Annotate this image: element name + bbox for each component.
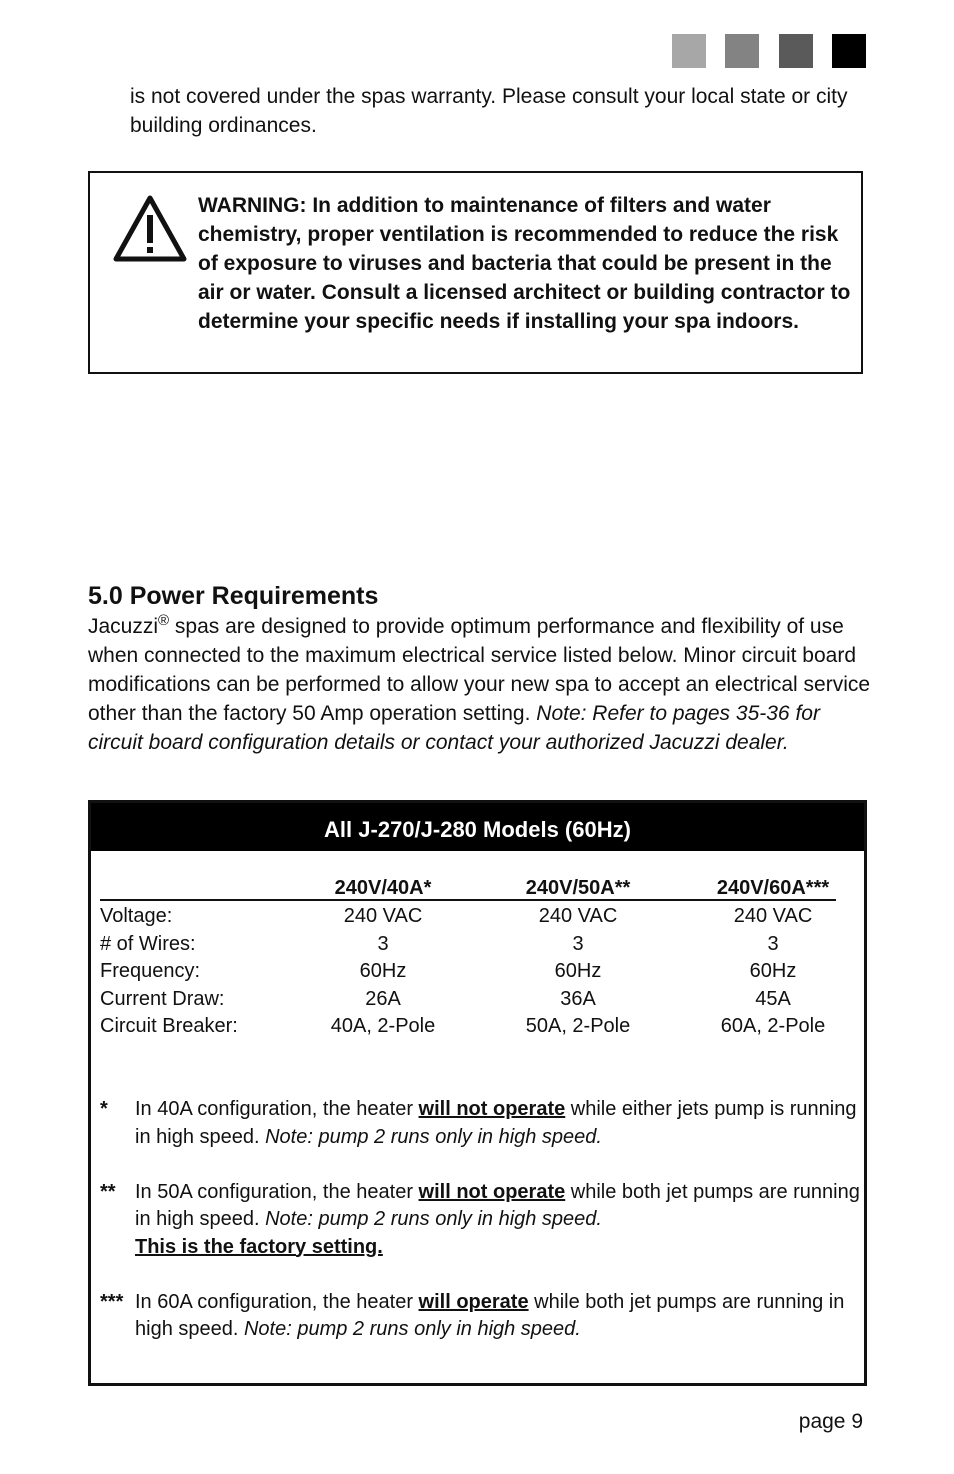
section-body-text: spas are designed to provide optimum performance and flexibility of use when connected to the maximum electrical service listed below. Minor circuit board modifications can be performed to allow your new spa to accept an electrical service other than the factory 50 Amp operation setting. <box>88 615 871 725</box>
power-table <box>88 800 867 1386</box>
footnote-mark: ** <box>100 1180 116 1203</box>
row-value: 240 VAC <box>733 905 813 927</box>
row-value: 240 VAC <box>343 905 423 927</box>
row-label: # of Wires: <box>100 932 196 955</box>
square-black <box>832 34 866 68</box>
row-value: 45A <box>755 987 791 1010</box>
row-value: 3 <box>767 932 779 955</box>
footnote-text: In 60A configuration, the heater <box>135 1290 419 1313</box>
row-label: Current Draw: <box>100 987 225 1010</box>
row-value: 3 <box>377 932 389 955</box>
row-value: 60Hz <box>554 960 602 982</box>
row-value: 3 <box>572 932 584 955</box>
row-label: Circuit Breaker: <box>100 1015 238 1037</box>
row-value: 36A <box>560 987 596 1010</box>
section-note: Note: Refer to pages 35-36 for circuit board configuration details or contact your authorized Jacuzzi dealer. <box>88 702 820 754</box>
footnote-note: Note: pump 2 runs only in high speed. <box>265 1125 602 1148</box>
intro-paragraph: is not covered under the spas warranty. Please consult your local state or city building ordinances. <box>130 85 848 137</box>
footnote-note: Note: pump 2 runs only in high speed. <box>243 1318 581 1340</box>
table-title: All J-270/J-280 Models (60Hz) <box>91 803 864 851</box>
warning-box <box>88 171 863 374</box>
footnote-60a <box>100 1289 860 1344</box>
table-row-circuit-breaker <box>91 1012 864 1040</box>
factory-setting-note: This is the factory setting. <box>135 1235 383 1258</box>
square-dark-gray <box>779 34 813 68</box>
registered-mark: ® <box>158 612 170 629</box>
row-value: 60Hz <box>359 960 407 982</box>
row-label: Voltage: <box>100 905 173 927</box>
footnote-mark: * <box>100 1098 108 1120</box>
row-value: 40A, 2-Pole <box>330 1015 436 1037</box>
footnote-emphasis: will operate <box>418 1290 529 1313</box>
table-row-frequency <box>91 957 864 985</box>
warning-text: WARNING: In addition to maintenance of filters and water chemistry, proper ventilation is recommended to reduce the risk of exposure to viruses and bacteria that could be present in the air or water. Consult a licensed architect or building contractor to determine your specific needs if installing your spa indoors. <box>198 194 851 333</box>
page-number: page 9 <box>798 1410 863 1433</box>
row-value: 60A, 2-Pole <box>720 1015 826 1037</box>
row-value: 240 VAC <box>538 905 618 927</box>
footnote-text: while both jet pumps are running in high speed. <box>135 1290 845 1340</box>
column-header-40a: 240V/40A* <box>334 877 432 899</box>
footnote-emphasis: will not operate <box>418 1098 566 1120</box>
brand-name: Jacuzzi <box>88 615 159 638</box>
column-header-50a: 240V/50A** <box>525 877 631 899</box>
footnote-50a <box>100 1179 860 1262</box>
row-value: 60Hz <box>749 960 797 982</box>
header-rule <box>100 899 836 901</box>
section-title: 5.0 Power Requirements <box>88 582 379 610</box>
table-row-wires <box>91 930 864 958</box>
footnote-text: while either jets pump is running in high speed. <box>135 1098 857 1148</box>
table-row-current-draw <box>91 985 864 1013</box>
column-header-60a: 240V/60A*** <box>716 877 830 899</box>
table-row-voltage <box>91 902 864 930</box>
square-light-gray <box>672 34 706 68</box>
footnote-text: while both jet pumps are running in high speed. <box>135 1180 860 1230</box>
warning-triangle-icon <box>112 193 188 265</box>
footnote-mark: *** <box>100 1290 124 1313</box>
row-value: 26A <box>365 987 401 1010</box>
row-label: Frequency: <box>100 960 201 982</box>
footnote-40a <box>100 1096 860 1151</box>
footnote-text: In 50A configuration, the heater <box>135 1180 419 1203</box>
row-value: 50A, 2-Pole <box>525 1015 631 1037</box>
section-body <box>88 612 878 757</box>
footnote-text: In 40A configuration, the heater <box>135 1098 419 1120</box>
footnote-note: Note: pump 2 runs only in high speed. <box>265 1208 602 1230</box>
footnote-emphasis: will not operate <box>418 1180 566 1203</box>
square-medium-gray <box>725 34 759 68</box>
